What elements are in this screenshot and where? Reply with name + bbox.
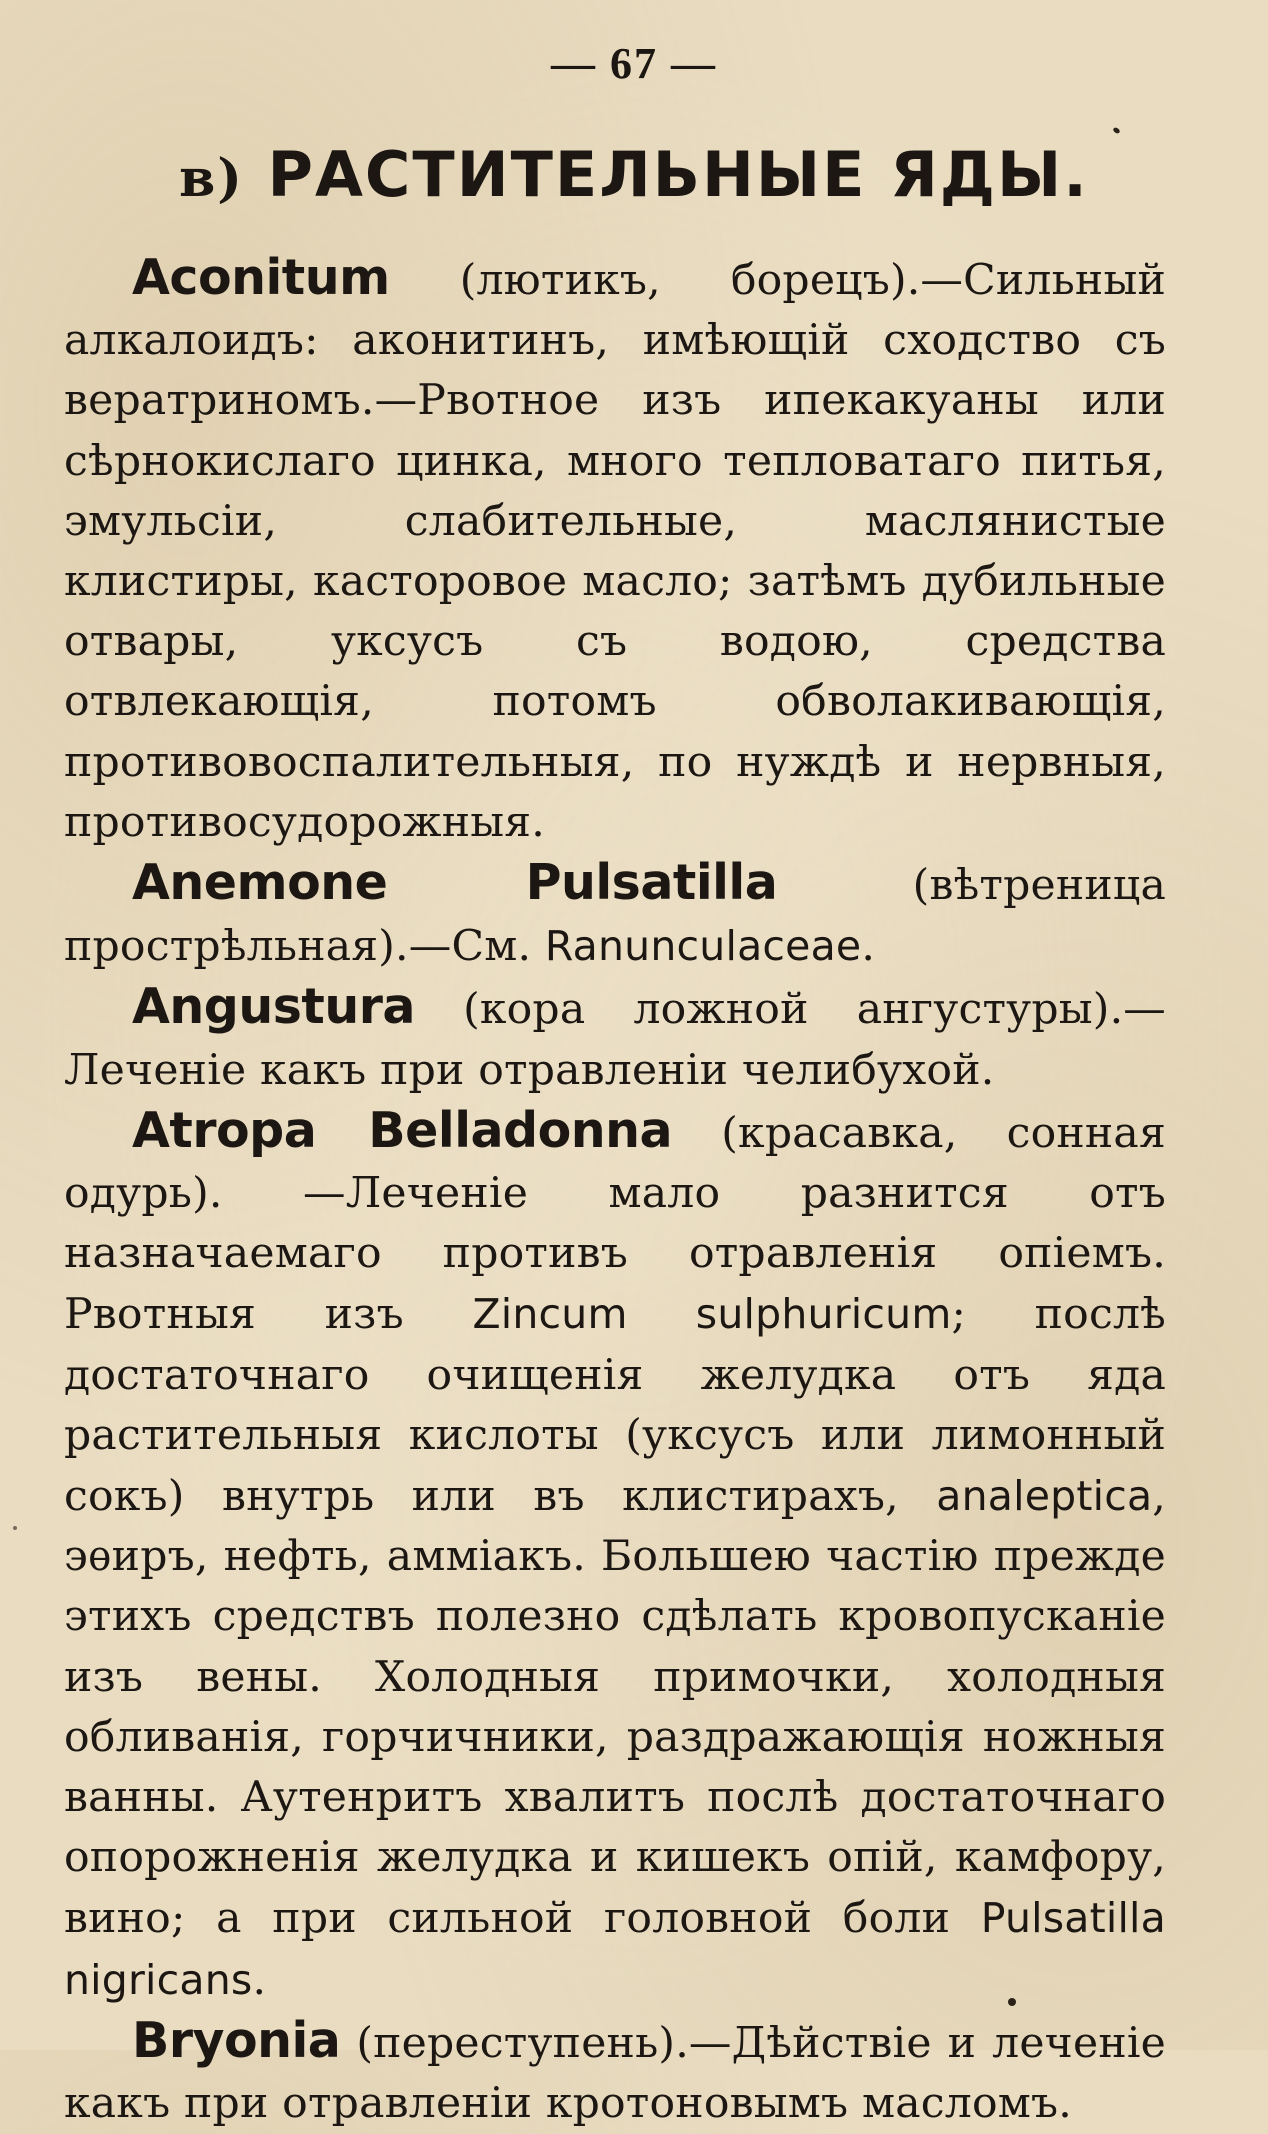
- latin-term: analeptica: [936, 1472, 1153, 1521]
- section-letter: в): [179, 148, 244, 209]
- entry-angustura: [64, 977, 1166, 1100]
- entry-aconitum: [64, 248, 1166, 853]
- entry-term: Anemone Pulsatilla: [132, 854, 778, 912]
- ink-speck: [1008, 1998, 1016, 2006]
- entry-term: Angustura: [132, 978, 415, 1036]
- entry-text: (кора ложной ангустуры).—Леченіе какъ при отравленіи челибухой.: [64, 985, 1166, 1095]
- entry-term: Bryonia: [132, 2011, 341, 2069]
- entry-term: Aconitum: [132, 249, 390, 306]
- entry-term: Atropa Belladonna: [132, 1101, 673, 1159]
- entry-anemone-pulsatilla: [64, 853, 1166, 977]
- entry-text: (лютикъ, борецъ).—Сильный алкалоидъ: аконитинъ, имѣющій сходство съ вератриномъ.—Рвотное изъ ипекакуаны или сѣрнокислаго цинка, много тепловатаго питья, эмульсіи, слабительные, маслянистые клистиры, касторовое масло; затѣмъ дубильные отвары, уксусъ съ водою, средства отвлекающія, потомъ обволакивающія, противовоспалительныя, по нуждѣ и нервныя, противосудорожныя.: [64, 256, 1166, 847]
- entry-tail: .: [252, 1955, 267, 2005]
- ink-speck: [13, 1526, 17, 1530]
- ink-speck: [1112, 126, 1121, 134]
- body-text: [64, 248, 1166, 2134]
- entry-text: (красавка, сонная одурь). —Леченіе мало разнится отъ назначаемаго противъ отравленія опіемъ. Рвотныя изъ: [64, 1108, 1166, 1340]
- entry-text: , эѳиръ, нефть, амміакъ. Большею частію прежде этихъ средствъ полезно сдѣлать кровопусканіе изъ вены. Холодныя примочки, холодныя обливанія, горчичники, раздражающія ножныя ванны. Аутенритъ хвалитъ послѣ достаточнаго опорожненія желудка и кишекъ опій, камфору, вино; а при сильной головной боли: [64, 1472, 1166, 1944]
- latin-term: Pulsatilla nigricans: [64, 1894, 1166, 2004]
- entry-text: (переступень).—Дѣйствіе и леченіе какъ при отравленіи кротоновымъ масломъ.: [64, 2018, 1166, 2129]
- page-number: — 67 —: [551, 39, 717, 88]
- latin-term: Ranunculaceae: [544, 922, 862, 971]
- latin-term: Zincum sulphuricum: [472, 1290, 952, 1339]
- entry-text: (вѣтреница прострѣльная).—См.: [64, 861, 1166, 972]
- entry-bryonia: [64, 2011, 1166, 2134]
- entry-text: ; послѣ достаточнаго очищенія желудка отъ яда растительныя кислоты (уксусъ или лимонный сокъ) внутрь или въ клистирахъ,: [64, 1290, 1167, 1522]
- section-title: [0, 138, 1268, 211]
- section-title-text: РАСТИТЕЛЬНЫЕ ЯДЫ.: [267, 138, 1089, 211]
- entry-tail: .: [861, 922, 876, 972]
- entry-atropa-belladonna: [64, 1101, 1166, 2011]
